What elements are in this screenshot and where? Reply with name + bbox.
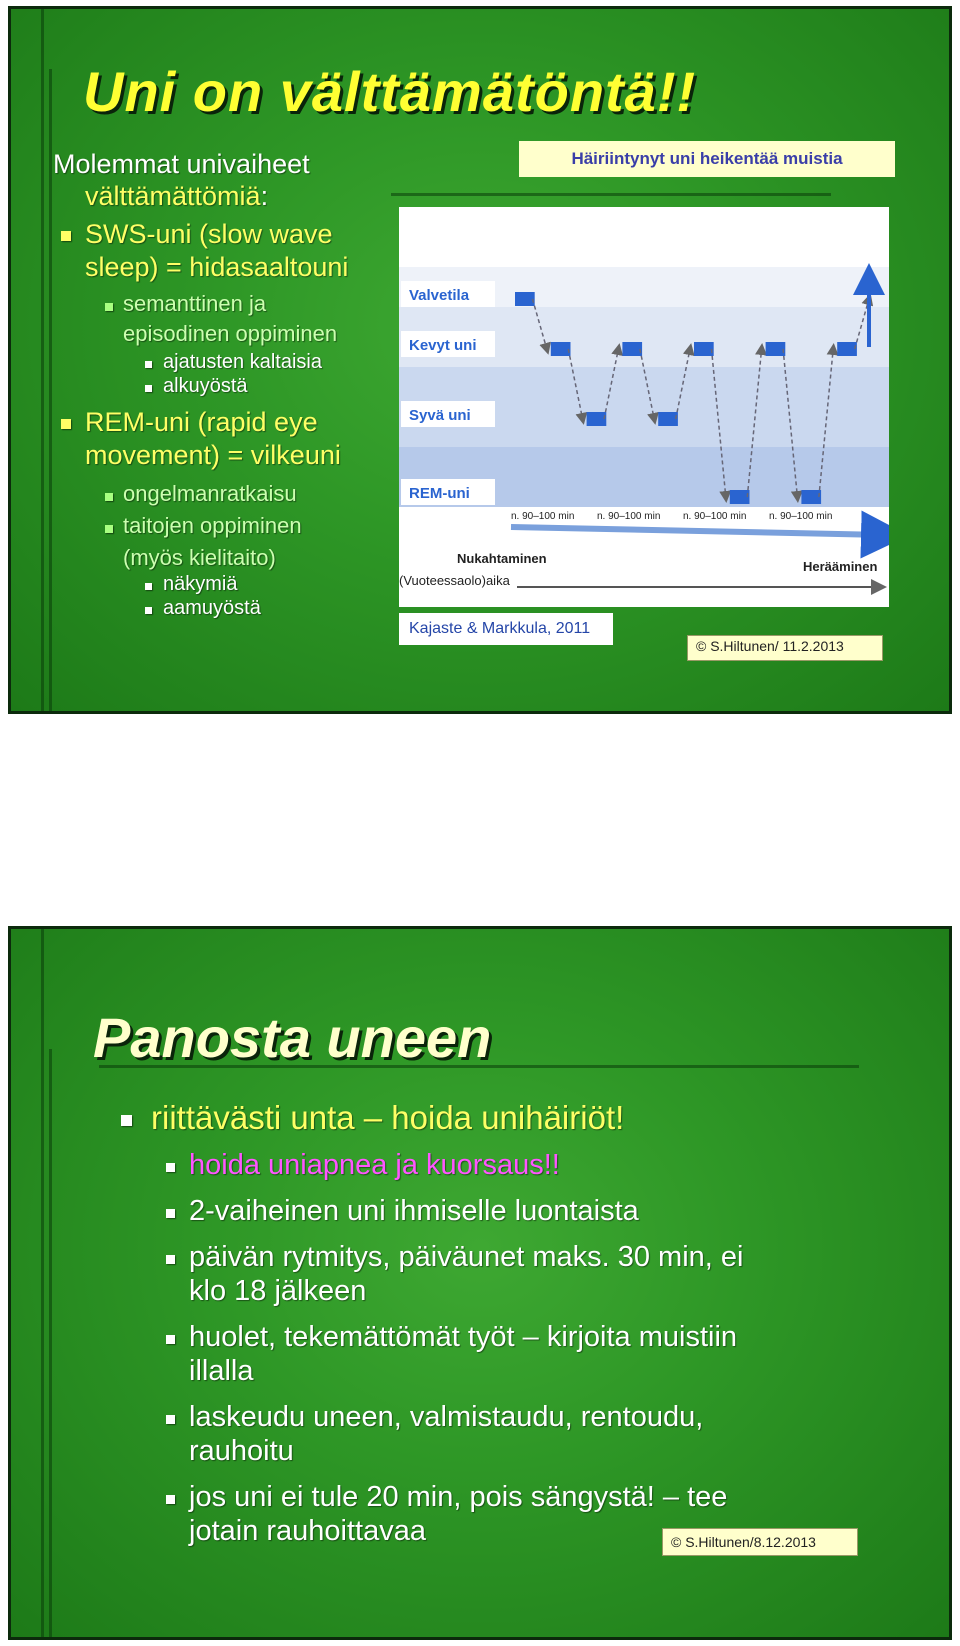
stage-bar [694,342,714,356]
sub-bullet-1: hoida uniapnea ja kuorsaus!! [189,1149,560,1181]
bullet-icon [61,231,71,241]
cycle-label: n. 90–100 min [511,511,575,522]
intro-highlight-line [85,181,268,212]
sws-sub-1-line-2: episodinen oppiminen [123,321,338,346]
stage-bar [837,342,857,356]
sub-bullet-5-line-2: rauhoitu [189,1435,294,1467]
cycle-label: n. 90–100 min [769,511,833,522]
cycle-label: n. 90–100 min [683,511,747,522]
end-label: Herääminen [803,559,878,574]
rem-line-1: REM-uni (rapid eye [85,407,318,437]
copyright-badge: © S.Hiltunen/ 11.2.2013 [687,635,883,661]
sub-bullet-3-line-2: klo 18 jälkeen [189,1275,367,1307]
rem-sub-1: ongelmanratkaisu [123,481,297,506]
rem-sub-3: näkymiä [163,573,238,595]
bullet-icon [105,525,113,533]
level-label: REM-uni [409,485,470,502]
sub-bullet-4-line-2: illalla [189,1355,254,1387]
start-label: Nukahtaminen [457,551,547,566]
cycle-label: n. 90–100 min [597,511,661,522]
intro-label: Molemmat univaiheet [53,149,310,179]
chart-credit: Kajaste & Markkula, 2011 [399,613,613,645]
rem-sub-4: aamuyöstä [163,597,261,619]
intro-colon: : [260,181,269,211]
level-label: Kevyt uni [409,337,477,354]
sub-bullet-6-line-2: jotain rauhoittavaa [189,1515,426,1547]
intro-highlight: välttämättömiä [85,181,261,211]
rem-line-2: movement) = vilkeuni [85,440,341,470]
bullet-icon [166,1335,175,1344]
decor-line [41,9,44,714]
bullet-icon [166,1495,175,1504]
bullet-icon [145,607,152,614]
bullet-icon [145,385,152,392]
sub-bullet-3-line-1: päivän rytmitys, päiväunet maks. 30 min, ei [189,1241,744,1273]
decor-line [49,1049,52,1640]
bullet-icon [105,303,113,311]
sws-sub-3: alkuyöstä [163,375,248,397]
sub-bullet-4-line-1: huolet, tekemättömät työt – kirjoita muistiin [189,1321,738,1353]
level-label: Syvä uni [409,407,471,424]
bullet-icon [166,1163,175,1172]
slide-2 [8,926,952,1640]
bullet-icon [166,1255,175,1264]
sws-sub-2: ajatusten kaltaisia [163,351,322,373]
sleep-chart [399,207,889,607]
stage-bar [730,490,750,504]
sub-bullet-2: 2-vaiheinen uni ihmiselle luontaista [189,1195,639,1227]
stage-bar [551,342,571,356]
sws-sub-1-line-1: semanttinen ja [123,291,267,316]
sws-line-1: SWS-uni (slow wave [85,219,333,249]
rem-sub-2-line-1: taitojen oppiminen [123,513,302,538]
sws-line-2: sleep) = hidasaaltouni [85,252,349,282]
intro-text [53,149,310,180]
bullet-icon [166,1415,175,1424]
bullet-icon [145,583,152,590]
stage-bar [658,412,678,426]
x-axis-label: (Vuoteessaolo)aika [399,573,510,588]
slide-1 [8,6,952,714]
decor-line [391,193,831,196]
slide-title: Panosta uneen [93,1006,492,1069]
stage-bar [766,342,786,356]
bullet-icon [145,361,152,368]
stage-bar [515,292,535,306]
bullet-icon [166,1209,175,1218]
stage-bar [622,342,642,356]
main-bullet: riittävästi unta – hoida unihäiriöt! [151,1099,625,1136]
decor-line [41,929,44,1640]
stage-bar [801,490,821,504]
bullet-icon [105,493,113,501]
sub-bullet-5-line-1: laskeudu uneen, valmistaudu, rentoudu, [189,1401,704,1433]
sub-bullet-6-line-1: jos uni ei tule 20 min, pois sängystä! – tee [189,1481,728,1513]
decor-line [49,69,52,714]
chart-title: Häiriintynyt uni heikentää muistia [519,141,895,177]
bullet-icon [61,419,71,429]
bullet-icon [121,1115,132,1126]
hypnogram-svg [399,207,889,607]
level-label: Valvetila [409,287,470,304]
stage-bar [587,412,607,426]
slide-title: Uni on välttämätöntä!! [83,60,697,123]
rem-sub-2-line-2: (myös kielitaito) [123,545,276,570]
copyright-badge: © S.Hiltunen/8.12.2013 [662,1528,858,1556]
